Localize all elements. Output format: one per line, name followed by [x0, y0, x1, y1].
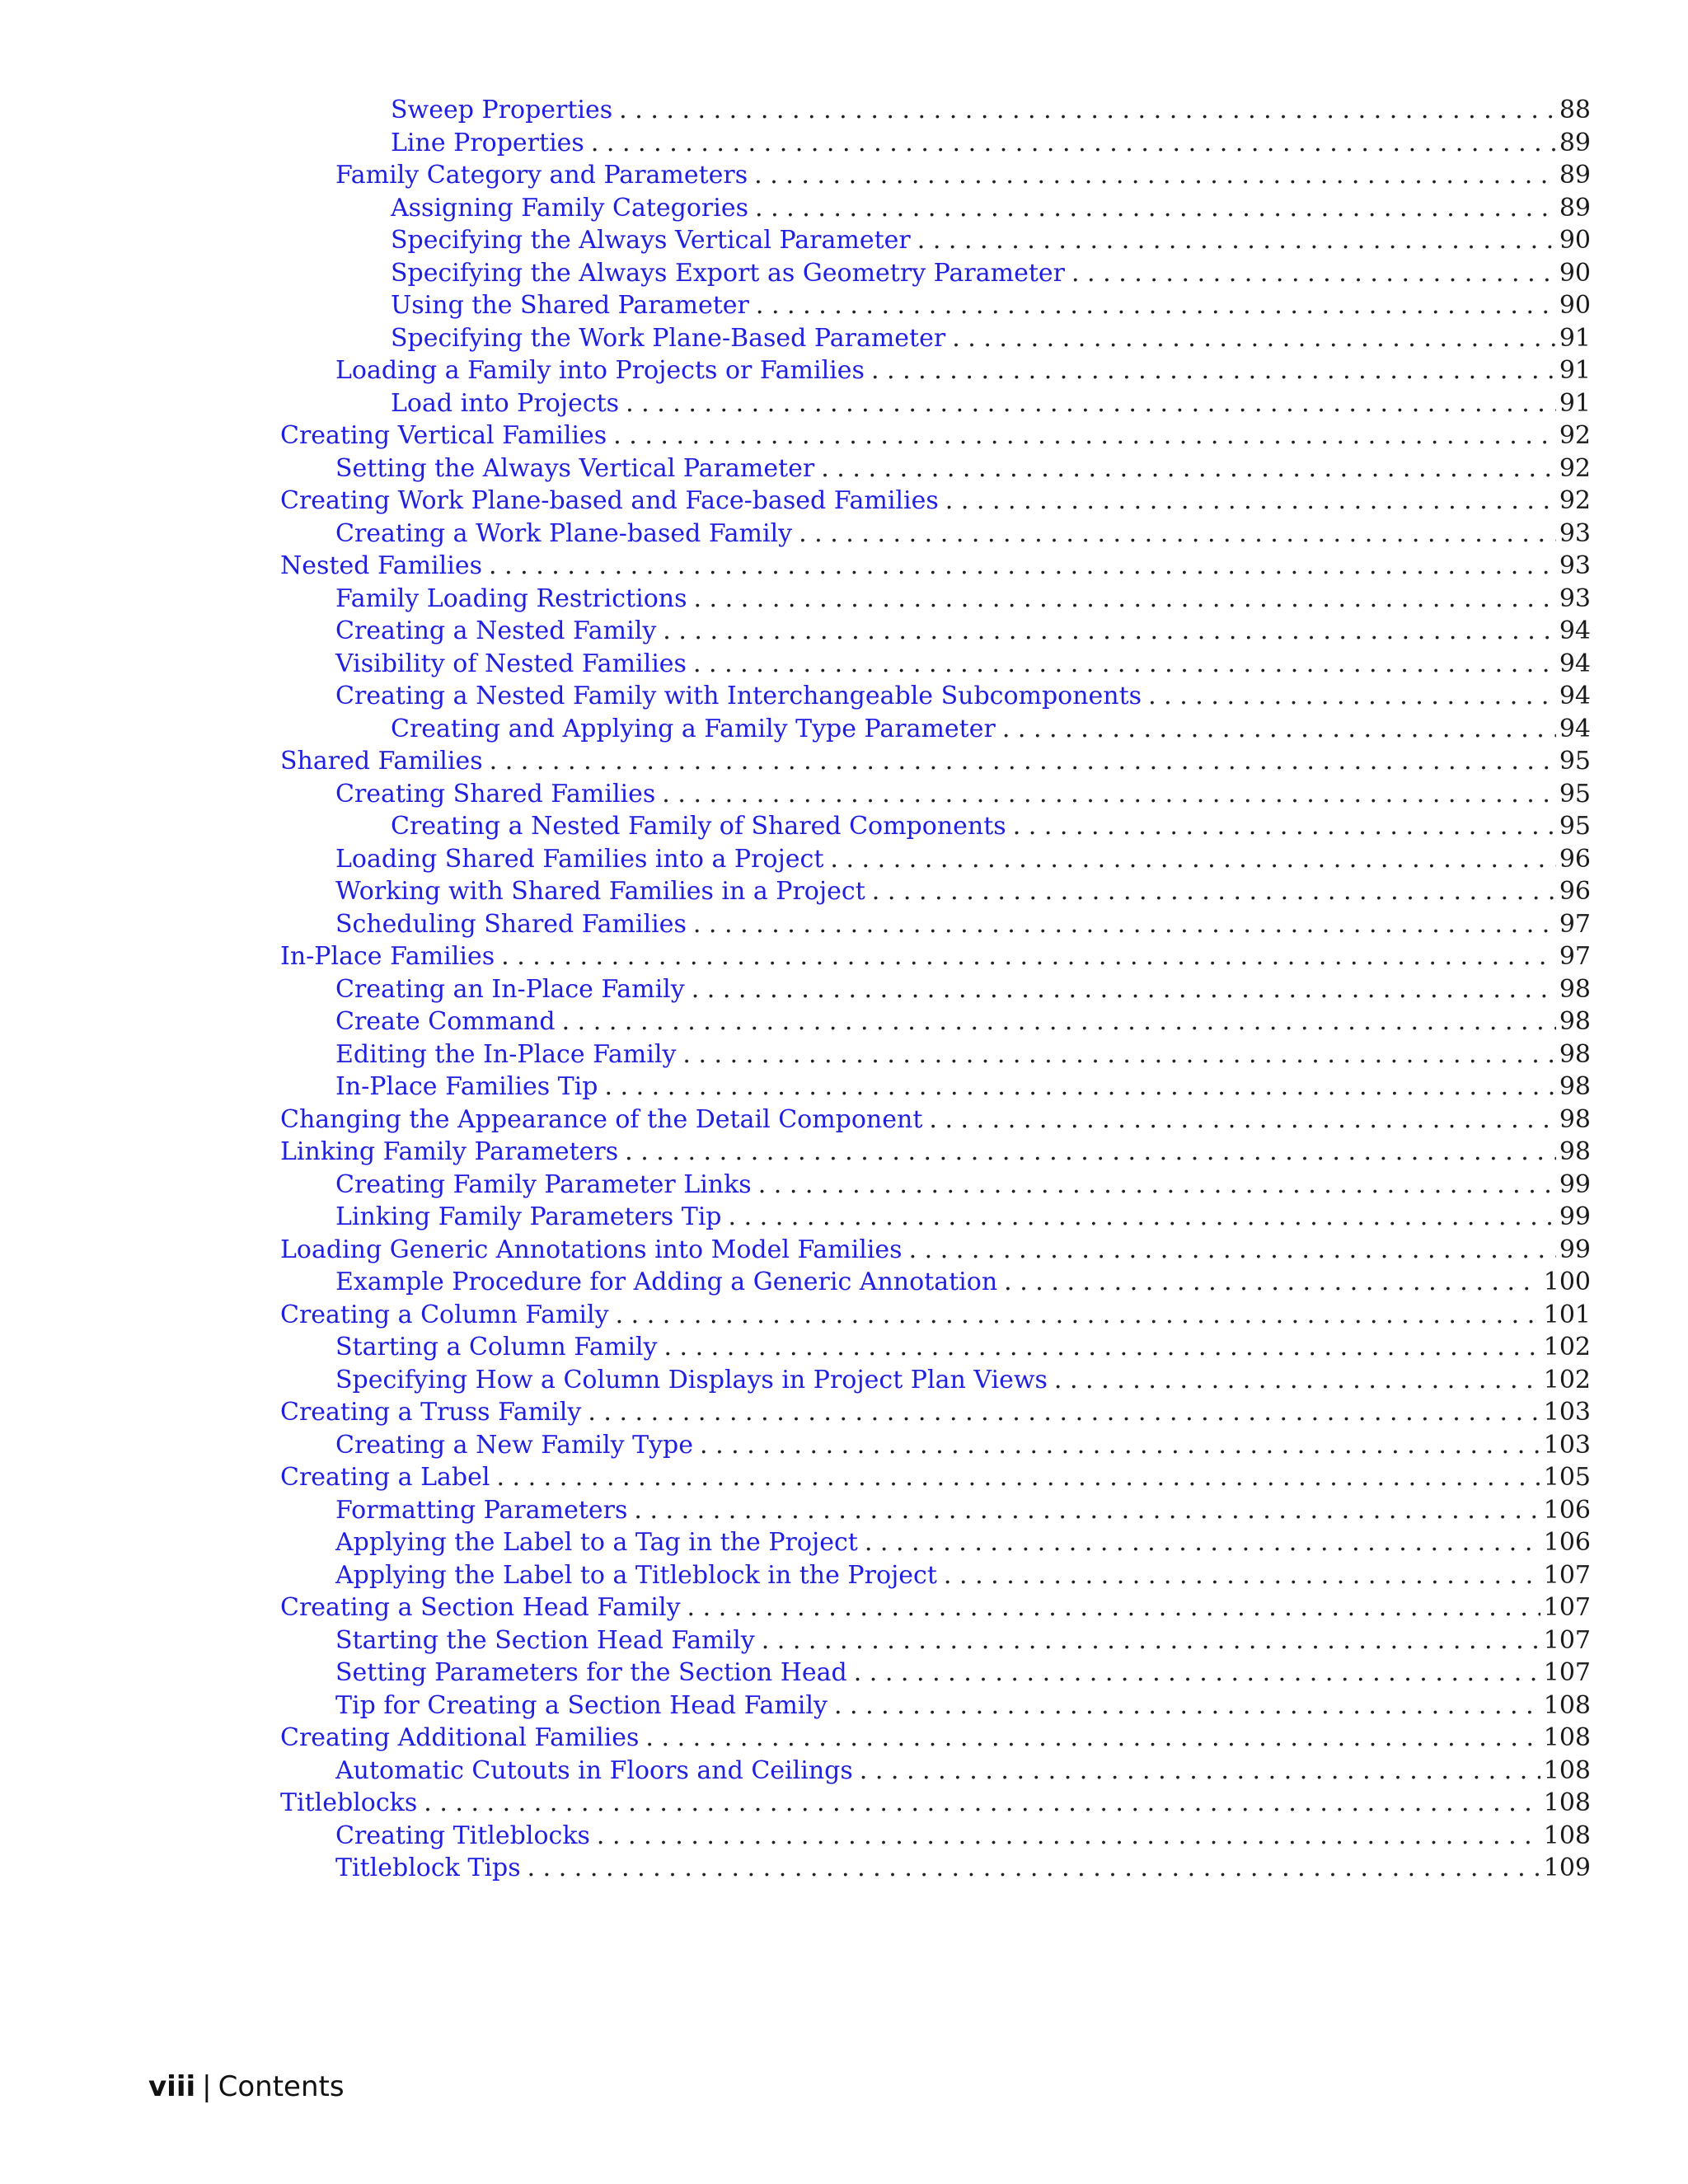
toc-page-number: 90: [1559, 226, 1591, 255]
toc-entry-link[interactable]: Setting the Always Vertical Parameter: [335, 453, 815, 483]
toc-entry[interactable]: [280, 1820, 1591, 1853]
toc-dot-leader: [821, 452, 1556, 485]
toc-dot-leader: [528, 1852, 1540, 1885]
toc-entry-link[interactable]: Load into Projects: [391, 388, 620, 418]
toc-page-number: 95: [1559, 779, 1591, 808]
toc-dot-leader: [944, 1559, 1540, 1592]
toc-dot-leader: [613, 419, 1556, 452]
toc-dot-leader: [591, 127, 1556, 160]
toc-entry[interactable]: [280, 94, 1591, 127]
toc-page-number: 94: [1559, 714, 1591, 743]
toc-entry-link[interactable]: Creating a Nested Family: [335, 616, 657, 645]
toc-page-number: 103: [1543, 1398, 1591, 1427]
toc-dot-leader: [762, 1624, 1540, 1657]
toc-entry[interactable]: [280, 1690, 1591, 1722]
toc-entry[interactable]: [280, 1005, 1591, 1038]
toc-dot-leader: [865, 1526, 1540, 1559]
toc-page-number: 98: [1559, 1137, 1591, 1166]
toc-dot-leader: [625, 1136, 1556, 1169]
toc-entry[interactable]: [280, 354, 1591, 387]
toc-entry[interactable]: [280, 1396, 1591, 1429]
toc-entry-link[interactable]: In-Place Families: [280, 942, 495, 971]
toc-entry[interactable]: [280, 1787, 1591, 1820]
toc-entry-link[interactable]: Family Loading Restrictions: [335, 583, 687, 613]
toc-dot-leader: [834, 1690, 1540, 1722]
toc-entry[interactable]: [280, 778, 1591, 811]
toc-dot-leader: [616, 1299, 1540, 1332]
toc-dot-leader: [693, 648, 1556, 681]
toc-entry-link[interactable]: Loading Shared Families into a Project: [335, 844, 824, 874]
toc-entry-link[interactable]: Loading Generic Annotations into Model Families: [280, 1235, 903, 1264]
toc-dot-leader: [501, 940, 1556, 973]
toc-entry-link[interactable]: Creating a Truss Family: [280, 1398, 582, 1427]
toc-entry-link[interactable]: Creating Shared Families: [335, 779, 656, 808]
toc-dot-leader: [860, 1755, 1540, 1788]
toc-page-number: 95: [1559, 747, 1591, 776]
toc-entry[interactable]: [280, 940, 1591, 973]
toc-entry[interactable]: [280, 419, 1591, 452]
toc-entry-link[interactable]: Working with Shared Families in a Project: [335, 877, 865, 906]
toc-dot-leader: [1002, 713, 1556, 746]
toc-dot-leader: [687, 1591, 1540, 1624]
toc-entry[interactable]: [280, 1722, 1591, 1755]
toc-entry[interactable]: [280, 257, 1591, 290]
toc-dot-leader: [871, 354, 1556, 387]
toc-dot-leader: [758, 1169, 1556, 1202]
toc-entry-link[interactable]: Formatting Parameters: [335, 1495, 628, 1525]
table-of-contents: [280, 94, 1591, 1885]
toc-entry[interactable]: [280, 1201, 1591, 1234]
toc-dot-leader: [1071, 257, 1556, 290]
footer-section-title: Contents: [218, 2070, 345, 2103]
toc-entry[interactable]: [280, 1038, 1591, 1071]
toc-entry-link[interactable]: Assigning Family Categories: [391, 193, 749, 223]
toc-dot-leader: [663, 615, 1556, 648]
toc-entry[interactable]: [280, 583, 1591, 616]
toc-dot-leader: [619, 94, 1556, 127]
toc-entry-link[interactable]: Tip for Creating a Section Head Family: [335, 1690, 828, 1720]
toc-entry-link[interactable]: Sweep Properties: [391, 96, 613, 124]
toc-page-number: 102: [1543, 1365, 1591, 1394]
toc-entry-link[interactable]: Creating a Work Plane-based Family: [335, 518, 793, 548]
footer-page-number: viii: [148, 2070, 196, 2103]
toc-entry[interactable]: [280, 387, 1591, 420]
toc-entry-link[interactable]: Starting a Column Family: [335, 1333, 658, 1361]
toc-entry[interactable]: [280, 1526, 1591, 1559]
toc-page-number: 94: [1559, 682, 1591, 710]
toc-dot-leader: [562, 1005, 1556, 1038]
toc-entry[interactable]: [280, 1331, 1591, 1364]
toc-entry[interactable]: [280, 875, 1591, 908]
toc-dot-leader: [693, 908, 1556, 941]
toc-dot-leader: [663, 1331, 1540, 1364]
toc-entry-link[interactable]: Creating an In-Place Family: [335, 974, 685, 1004]
toc-dot-leader: [626, 387, 1556, 420]
toc-page-number: 92: [1559, 453, 1591, 483]
toc-entry[interactable]: [280, 127, 1591, 160]
toc-entry[interactable]: [280, 1429, 1591, 1462]
toc-entry-link[interactable]: Line Properties: [391, 128, 584, 157]
toc-entry-link[interactable]: Scheduling Shared Families: [335, 909, 687, 939]
toc-page-number: 94: [1559, 616, 1591, 645]
toc-page-number: 89: [1559, 128, 1591, 157]
toc-entry-link[interactable]: Changing the Appearance of the Detail Component: [280, 1104, 923, 1134]
toc-dot-leader: [490, 745, 1556, 778]
toc-page-number: 99: [1559, 1169, 1591, 1199]
toc-entry[interactable]: [280, 1852, 1591, 1885]
toc-page-number: 98: [1559, 1104, 1591, 1134]
toc-entry-link[interactable]: Applying the Label to a Titleblock in the Project: [335, 1560, 937, 1590]
toc-dot-leader: [496, 1461, 1540, 1494]
toc-entry-link[interactable]: Shared Families: [280, 747, 483, 776]
toc-dot-leader: [799, 518, 1556, 551]
toc-entry-link[interactable]: Creating a Nested Family with Interchangeable Subcomponents: [335, 682, 1142, 710]
toc-entry-link[interactable]: Visibility of Nested Families: [335, 649, 687, 678]
toc-entry[interactable]: [280, 810, 1591, 843]
toc-page-number: 91: [1559, 388, 1591, 418]
toc-page-number: 97: [1559, 909, 1591, 939]
toc-dot-leader: [917, 224, 1556, 257]
toc-dot-leader: [1013, 810, 1556, 843]
toc-entry[interactable]: [280, 1755, 1591, 1788]
toc-entry-link[interactable]: Using the Shared Parameter: [391, 291, 749, 320]
toc-page-number: 102: [1543, 1333, 1591, 1361]
toc-page-number: 92: [1559, 421, 1591, 450]
toc-dot-leader: [634, 1494, 1540, 1527]
toc-dot-leader: [1054, 1364, 1540, 1397]
toc-page-number: 93: [1559, 518, 1591, 548]
toc-page-number: 93: [1559, 551, 1591, 580]
toc-page-number: 107: [1543, 1560, 1591, 1590]
toc-page-number: 90: [1559, 291, 1591, 320]
toc-page-number: 88: [1559, 96, 1591, 124]
toc-entry[interactable]: [280, 713, 1591, 746]
toc-entry[interactable]: [280, 908, 1591, 941]
toc-entry-link[interactable]: Loading a Family into Projects or Families: [335, 356, 865, 385]
toc-entry[interactable]: [280, 224, 1591, 257]
toc-entry-link[interactable]: Automatic Cutouts in Floors and Ceilings: [335, 1755, 853, 1785]
toc-dot-leader: [756, 289, 1556, 322]
toc-page-number: 96: [1559, 877, 1591, 906]
toc-page-number: 106: [1543, 1495, 1591, 1525]
toc-entry[interactable]: [280, 843, 1591, 876]
toc-dot-leader: [662, 778, 1556, 811]
toc-entry[interactable]: [280, 1169, 1591, 1202]
toc-dot-leader: [755, 192, 1556, 225]
toc-entry-link[interactable]: Linking Family Parameters Tip: [335, 1202, 722, 1231]
toc-page-number: 108: [1543, 1788, 1591, 1817]
toc-page-number: 101: [1543, 1300, 1591, 1329]
toc-entry[interactable]: [280, 1299, 1591, 1332]
toc-entry[interactable]: [280, 615, 1591, 648]
toc-page-number: 97: [1559, 942, 1591, 971]
toc-page-number: 100: [1543, 1268, 1591, 1296]
toc-page-number: 108: [1543, 1755, 1591, 1785]
toc-entry-link[interactable]: Creating a Nested Family of Shared Components: [391, 812, 1006, 841]
toc-page-number: 98: [1559, 974, 1591, 1004]
toc-page-number: 95: [1559, 812, 1591, 841]
toc-page-number: 108: [1543, 1821, 1591, 1850]
toc-entry-link[interactable]: Example Procedure for Adding a Generic Annotation: [335, 1268, 998, 1296]
toc-entry-link[interactable]: Family Category and Parameters: [335, 161, 748, 190]
toc-entry-link[interactable]: Creating a New Family Type: [335, 1430, 693, 1460]
toc-page-number: 109: [1543, 1854, 1591, 1882]
toc-dot-leader: [952, 322, 1556, 355]
toc-page-number: 89: [1559, 193, 1591, 223]
toc-entry-link[interactable]: Creating Titleblocks: [335, 1821, 590, 1850]
toc-entry[interactable]: [280, 1136, 1591, 1169]
toc-page-number: 96: [1559, 844, 1591, 874]
toc-entry[interactable]: [280, 1104, 1591, 1137]
toc-entry-link[interactable]: Creating a Section Head Family: [280, 1593, 681, 1622]
toc-page-number: 106: [1543, 1528, 1591, 1557]
toc-entry[interactable]: [280, 1461, 1591, 1494]
toc-entry[interactable]: [280, 1624, 1591, 1657]
toc-dot-leader: [682, 1038, 1555, 1071]
toc-entry-link[interactable]: Specifying the Always Vertical Parameter: [391, 226, 911, 255]
toc-page-number: 98: [1559, 1072, 1591, 1101]
toc-dot-leader: [854, 1657, 1540, 1690]
toc-entry-link[interactable]: Specifying the Always Export as Geometry Parameter: [391, 258, 1065, 288]
toc-entry-link[interactable]: Setting Parameters for the Section Head: [335, 1658, 847, 1687]
toc-dot-leader: [1004, 1266, 1540, 1299]
toc-entry[interactable]: [280, 1266, 1591, 1299]
toc-page-number: 98: [1559, 1007, 1591, 1036]
toc-entry-link[interactable]: Creating Family Parameter Links: [335, 1169, 752, 1199]
toc-entry[interactable]: [280, 973, 1591, 1006]
toc-page-number: 108: [1543, 1690, 1591, 1720]
toc-entry-link[interactable]: Specifying the Work Plane-Based Parameter: [391, 323, 946, 353]
toc-page-number: 89: [1559, 161, 1591, 190]
toc-page-number: 103: [1543, 1430, 1591, 1460]
toc-dot-leader: [489, 550, 1556, 583]
toc-entry[interactable]: [280, 680, 1591, 713]
toc-page-number: 99: [1559, 1235, 1591, 1264]
toc-entry-link[interactable]: Applying the Label to a Tag in the Project: [335, 1528, 858, 1557]
toc-dot-leader: [597, 1820, 1540, 1853]
toc-entry[interactable]: [280, 159, 1591, 192]
toc-entry[interactable]: [280, 1364, 1591, 1397]
toc-page-number: 99: [1559, 1202, 1591, 1231]
toc-entry[interactable]: [280, 1591, 1591, 1624]
toc-entry[interactable]: [280, 485, 1591, 518]
toc-page-number: 98: [1559, 1039, 1591, 1069]
toc-dot-leader: [604, 1071, 1555, 1104]
toc-page-number: 93: [1559, 583, 1591, 613]
toc-entry-link[interactable]: Creating Vertical Families: [280, 421, 607, 450]
page-footer: [148, 2070, 345, 2103]
toc-entry[interactable]: [280, 745, 1591, 778]
toc-entry-link[interactable]: Starting the Section Head Family: [335, 1625, 755, 1655]
toc-dot-leader: [945, 485, 1556, 518]
toc-entry-link[interactable]: In-Place Families Tip: [335, 1072, 598, 1101]
toc-entry[interactable]: [280, 518, 1591, 551]
toc-entry-link[interactable]: Creating and Applying a Family Type Parameter: [391, 714, 996, 743]
toc-dot-leader: [830, 843, 1555, 876]
toc-entry-link[interactable]: Titleblocks: [280, 1788, 418, 1817]
toc-dot-leader: [1148, 680, 1556, 713]
toc-entry-link[interactable]: Creating Additional Families: [280, 1723, 640, 1752]
toc-page-number: 92: [1559, 486, 1591, 515]
toc-entry[interactable]: [280, 550, 1591, 583]
toc-entry-link[interactable]: Create Command: [335, 1007, 556, 1036]
toc-entry[interactable]: [280, 1494, 1591, 1527]
toc-dot-leader: [645, 1722, 1540, 1755]
toc-page-number: 91: [1559, 356, 1591, 385]
toc-entry[interactable]: [280, 1071, 1591, 1104]
toc-page-number: 91: [1559, 323, 1591, 353]
toc-entry-link[interactable]: Titleblock Tips: [335, 1854, 521, 1882]
toc-dot-leader: [909, 1234, 1556, 1267]
toc-dot-leader: [424, 1787, 1540, 1820]
toc-page-number: 108: [1543, 1723, 1591, 1752]
toc-entry[interactable]: [280, 289, 1591, 322]
toc-entry-link[interactable]: Editing the In-Place Family: [335, 1039, 677, 1069]
toc-dot-leader: [588, 1396, 1540, 1429]
toc-entry-link[interactable]: Creating a Label: [280, 1463, 490, 1492]
toc-entry-link[interactable]: Specifying How a Column Displays in Project Plan Views: [335, 1365, 1048, 1394]
toc-page-number: 107: [1543, 1625, 1591, 1655]
toc-dot-leader: [693, 583, 1555, 616]
toc-entry-link[interactable]: Creating Work Plane-based and Face-based Families: [280, 486, 939, 515]
toc-dot-leader: [872, 875, 1556, 908]
toc-page-number: 94: [1559, 649, 1591, 678]
toc-dot-leader: [929, 1104, 1555, 1137]
toc-entry-link[interactable]: Nested Families: [280, 551, 482, 580]
toc-page-number: 90: [1559, 258, 1591, 288]
toc-dot-leader: [700, 1429, 1540, 1462]
toc-entry[interactable]: [280, 192, 1591, 225]
toc-entry[interactable]: [280, 452, 1591, 485]
toc-entry[interactable]: [280, 322, 1591, 355]
toc-page-number: 107: [1543, 1658, 1591, 1687]
footer-separator: |: [202, 2070, 212, 2103]
toc-page-number: 105: [1543, 1463, 1591, 1492]
toc-entry[interactable]: [280, 1657, 1591, 1690]
toc-entry[interactable]: [280, 1559, 1591, 1592]
toc-entry[interactable]: [280, 648, 1591, 681]
toc-dot-leader: [754, 159, 1556, 192]
toc-dot-leader: [692, 973, 1556, 1006]
toc-entry-link[interactable]: Linking Family Parameters: [280, 1137, 619, 1166]
toc-page-number: 107: [1543, 1593, 1591, 1622]
toc-entry-link[interactable]: Creating a Column Family: [280, 1300, 609, 1329]
toc-entry[interactable]: [280, 1234, 1591, 1267]
toc-dot-leader: [729, 1201, 1556, 1234]
